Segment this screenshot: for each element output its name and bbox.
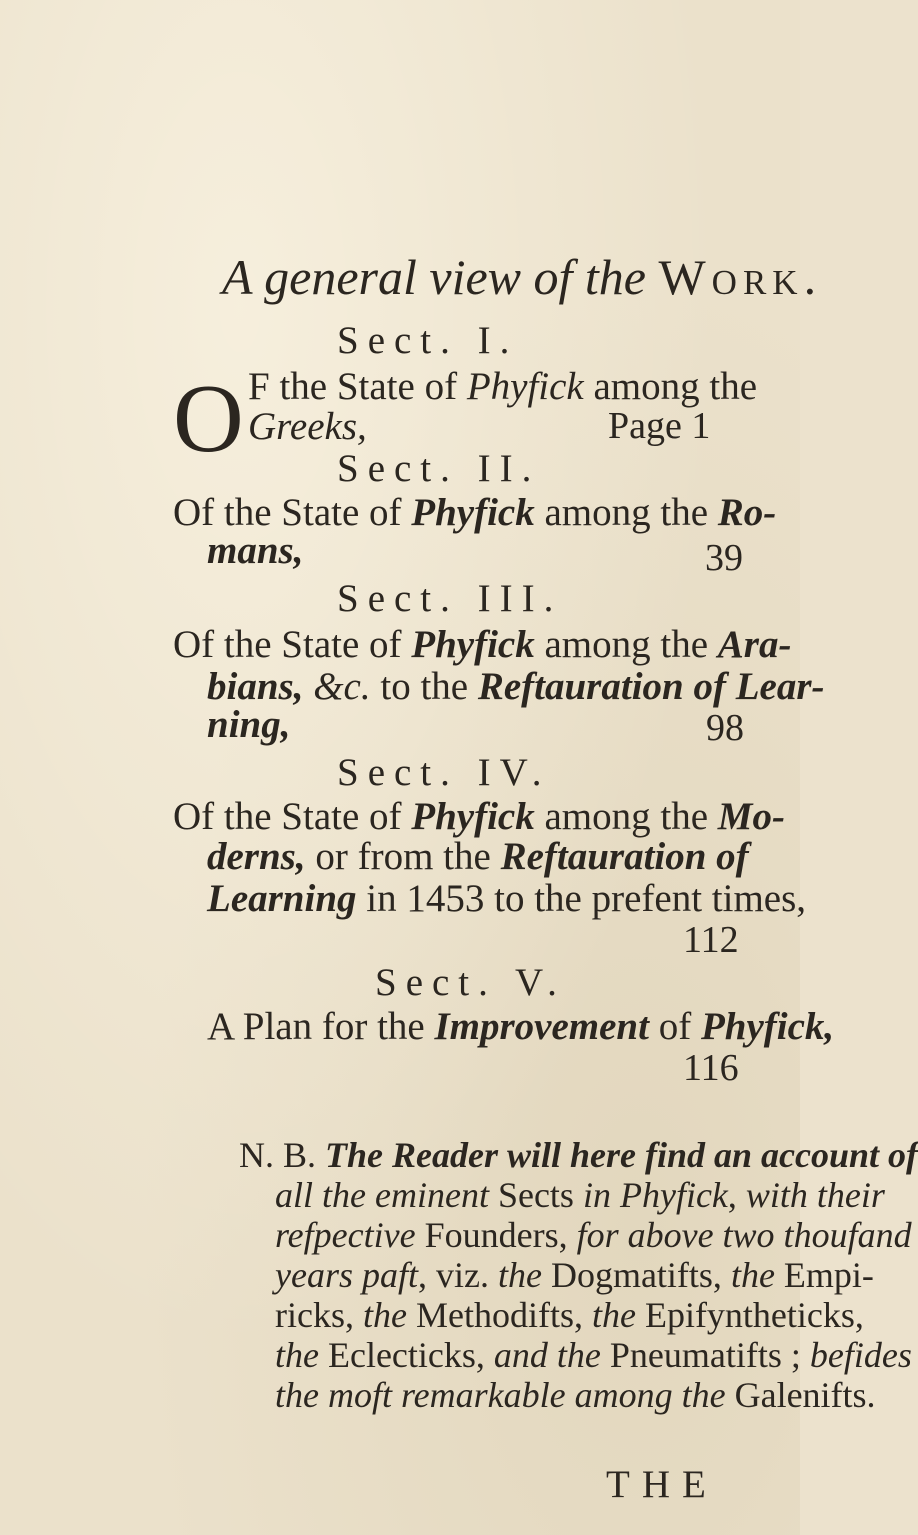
heading-italic: A general view of the [222,249,646,305]
section-2-line-1: Of the State of Phyfick among the Ro- [173,491,777,534]
section-1-page: Page 1 [608,405,711,447]
section-4-line-1: Of the State of Phyfick among the Mo- [173,795,785,838]
section-5-label: Sect. V. [375,961,566,1004]
section-2-page: 39 [705,537,743,579]
section-1-line-2: Greeks, [248,405,367,448]
note-line-1: N. B. The Reader will here find an account of [239,1135,918,1175]
note-line-6: the Eclecticks, and the Pneumatifts ; befides [275,1335,912,1375]
section-5-page: 116 [683,1047,739,1089]
section-1-label: Sect. I. [337,319,519,362]
section-4-label: Sect. IV. [337,751,551,794]
section-4-line-3: Learning in 1453 to the prefent times, [207,877,807,920]
note-line-2: all the eminent Sects in Phyfick, with their [275,1175,885,1215]
drop-cap: O [173,365,244,473]
section-3-line-1: Of the State of Phyfick among the Ara- [173,623,792,666]
section-3-line-2: bians, &c. to the Reftauration of Lear- [207,665,825,708]
section-2-line-2: mans, [207,529,304,572]
section-3-line-3: ning, [207,703,291,746]
section-3-label: Sect. III. [337,577,563,620]
section-4-line-2: derns, or from the Reftauration of [207,835,749,878]
section-2-label: Sect. II. [337,447,541,490]
note-line-3: refpective Founders, for above two thoufand [275,1215,912,1255]
note-line-7: the moft remarkable among the Galenifts. [275,1375,876,1415]
section-1-line-1: F the State of Phyfick among the [248,365,758,408]
heading-smallcaps: Work. [658,249,823,305]
section-3-page: 98 [706,707,744,749]
note-line-4: years paft, viz. the Dogmatifts, the Empi- [275,1255,874,1295]
section-5-line-1: A Plan for the Improvement of Phyfick, [207,1005,835,1048]
note-line-5: ricks, the Methodifts, the Epifyntheticks, [275,1295,864,1335]
section-4-page: 112 [683,919,739,961]
page-heading [222,248,822,306]
catchword: THE [606,1463,718,1506]
